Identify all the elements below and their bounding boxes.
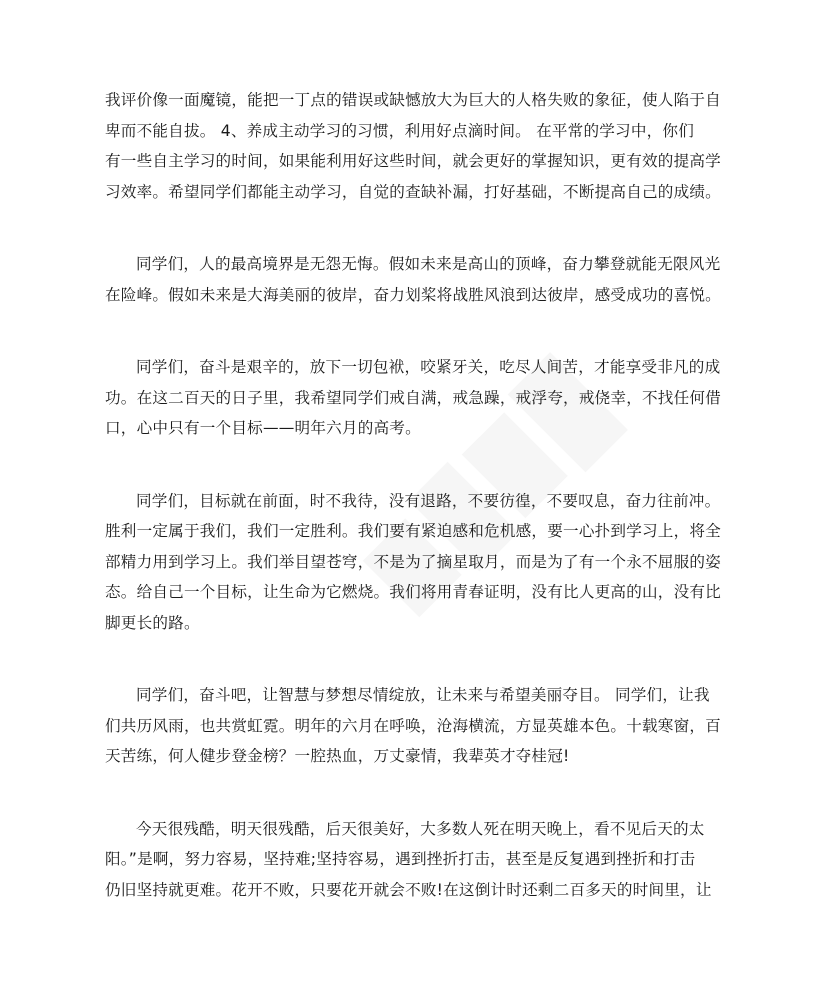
text-line: 同学们，奋斗吧，让智慧与梦想尽情绽放，让未来与希望美丽夺目。 同学们，让我	[136, 686, 710, 704]
text-line: 部精力用到学习上。我们举目望苍穹，不是为了摘星取月，而是为了有一个永不屈服的姿	[105, 552, 721, 571]
text-line: 口，心中只有一个目标——明年六月的高考。	[105, 419, 421, 437]
text-line: 同学们，目标就在前面，时不我待，没有退路，不要彷徨，不要叹息，奋力往前冲。	[136, 491, 721, 510]
paragraph-1	[105, 85, 727, 207]
paragraph-2	[105, 249, 727, 310]
text-line: 在险峰。假如未来是大海美丽的彼岸，奋力划桨将战胜风浪到达彼岸，感受成功的喜悦。	[105, 285, 721, 304]
text-line: 胜利一定属于我们，我们一定胜利。我们要有紧迫感和危机感，要一心扑到学习上，将全	[105, 522, 721, 540]
paragraph-4	[105, 486, 727, 639]
text-line: 功。在这二百天的日子里，我希望同学们戒自满，戒急躁，戒浮夸，戒侥幸，不找任何借	[105, 388, 721, 407]
text-line: 天苦练，何人健步登金榜？一腔热血，万丈豪情，我辈英才夺桂冠!	[105, 747, 570, 765]
text-line: 习效率。希望同学们都能主动学习，自觉的查缺补漏，打好基础，不断提高自己的成绩。	[105, 182, 721, 201]
text-line: 态。给自己一个目标，让生命为它燃烧。我们将用青春证明，没有比人更高的山，没有比	[105, 583, 721, 601]
text-line: 今天很残酷，明天很残酷，后天很美好，大多数人死在明天晚上，看不见后天的太	[136, 819, 705, 838]
text-line: 同学们，奋斗是艰辛的，放下一切包袱，咬紧牙关，吃尽人间苦，才能享受非凡的成	[136, 358, 721, 376]
text-line: 阳。”是啊，努力容易，坚持难;坚持容易，遇到挫折打击，甚至是反复遇到挫折和打击	[105, 850, 696, 868]
paragraph-5	[105, 680, 727, 772]
paragraph-6	[105, 814, 727, 906]
text-line: 有一些自主学习的时间，如果能利用好这些时间，就会更好的掌握知识，更有效的提高学	[105, 152, 721, 170]
text-line: 我评价像一面魔镜，能把一丁点的错误或缺憾放大为巨大的人格失败的象征，使人陷于自	[105, 91, 721, 109]
text-line: 们共历风雨，也共赏虹霓。明年的六月在呼唤，沧海横流，方显英雄本色。十载寒窗，百	[105, 716, 721, 735]
document-body	[105, 85, 727, 947]
text-line: 同学们，人的最高境界是无怨无悔。假如未来是高山的顶峰，奋力攀登就能无限风光	[136, 255, 721, 273]
text-line: 仍旧坚持就更难。花开不败，只要花开就会不败!在这倒计时还剩二百多天的时间里，让	[105, 880, 712, 899]
text-line: 脚更长的路。	[105, 613, 200, 632]
text-line: 卑而不能自拔。 4、养成主动学习的习惯，利用好点滴时间。 在平常的学习中，你们	[105, 121, 695, 140]
paragraph-3	[105, 352, 727, 444]
